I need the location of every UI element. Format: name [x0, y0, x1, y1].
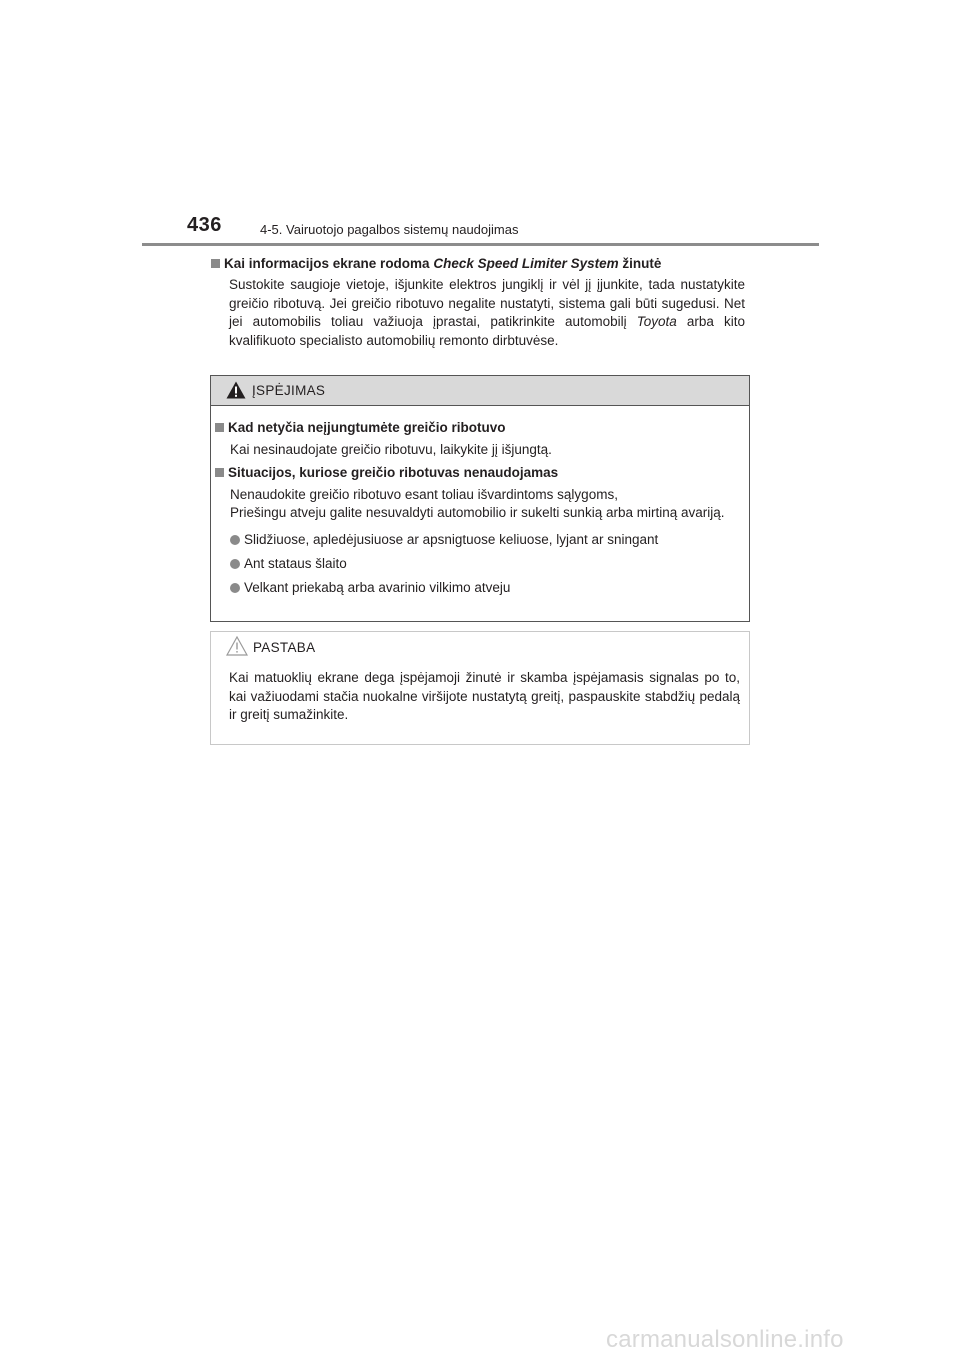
header-rule	[142, 243, 819, 246]
list-item: Slidžiuose, apledėjusiuose ar apsnigtuose keliuose, lyjant ar sningant	[230, 531, 739, 549]
warning-item-title: Situacijos, kuriose greičio ribotuvas nenaudojamas	[215, 464, 739, 482]
square-bullet-icon	[215, 423, 224, 432]
warning-triangle-icon	[226, 381, 246, 399]
page-number: 436	[187, 214, 222, 236]
list-item: Velkant priekabą arba avarinio vilkimo atveju	[230, 579, 739, 597]
heading-message-name: Check Speed Limiter System	[433, 256, 619, 271]
dot-bullet-icon	[230, 559, 240, 569]
dot-bullet-icon	[230, 583, 240, 593]
message-heading	[211, 256, 661, 271]
section-title: 4-5. Vairuotojo pagalbos sistemų naudojimas	[260, 222, 519, 237]
notice-text: Kai matuoklių ekrane dega įspėjamoji žinutė ir skamba įspėjamasis signalas po to, kai važiuodami stačia nuokalne viršijote nustatytą greitį, paspauskite stabdžių pedalą ir greitį sumažinkite.	[229, 670, 740, 722]
warning-content	[211, 406, 749, 597]
warning-item-title: Kad netyčia neįjungtumėte greičio ribotuvo	[215, 419, 739, 437]
dot-bullet-icon	[230, 535, 240, 545]
paragraph-part2: arba kito kvalifikuoto specialisto automobilių remonto dirbtuvėse.	[229, 314, 745, 348]
list-item: Ant stataus šlaito	[230, 555, 739, 573]
square-bullet-icon	[215, 468, 224, 477]
warning-item-text: Kai nesinaudojate greičio ribotuvu, laikykite jį išjungtą.	[230, 442, 552, 457]
warning-item-text: Nenaudokite greičio ribotuvo esant toliau išvardintoms sąlygoms, Priešingu atveju galite nesuvaldyti automobilio ir sukelti sunkią arba mirtiną avariją.	[230, 486, 725, 520]
heading-prefix: Kai informacijos ekrane rodoma	[224, 256, 434, 271]
square-bullet-icon	[211, 259, 220, 268]
warning-box	[210, 375, 750, 622]
notice-triangle-icon	[226, 636, 248, 656]
paragraph-brand: Toyota	[636, 314, 677, 329]
notice-box	[210, 631, 750, 745]
heading-suffix: žinutė	[618, 256, 662, 271]
paragraph-part1: Sustokite saugioje vietoje, išjunkite elektros jungiklį ir vėl jį įjunkite, tada nustatykite greičio ribotuvą. Jei greičio ribotuvo negalite nustatyti, sistema gali būti sugedusi. Net jei automobilis toliau važiuoja įprastai, patikrinkite automobilį	[229, 277, 745, 329]
warning-header	[211, 376, 749, 406]
message-paragraph	[229, 276, 745, 350]
watermark: carmanualsonline.info	[606, 1326, 844, 1353]
notice-title: PASTABA	[253, 640, 316, 655]
warning-title: ĮSPĖJIMAS	[252, 383, 326, 398]
